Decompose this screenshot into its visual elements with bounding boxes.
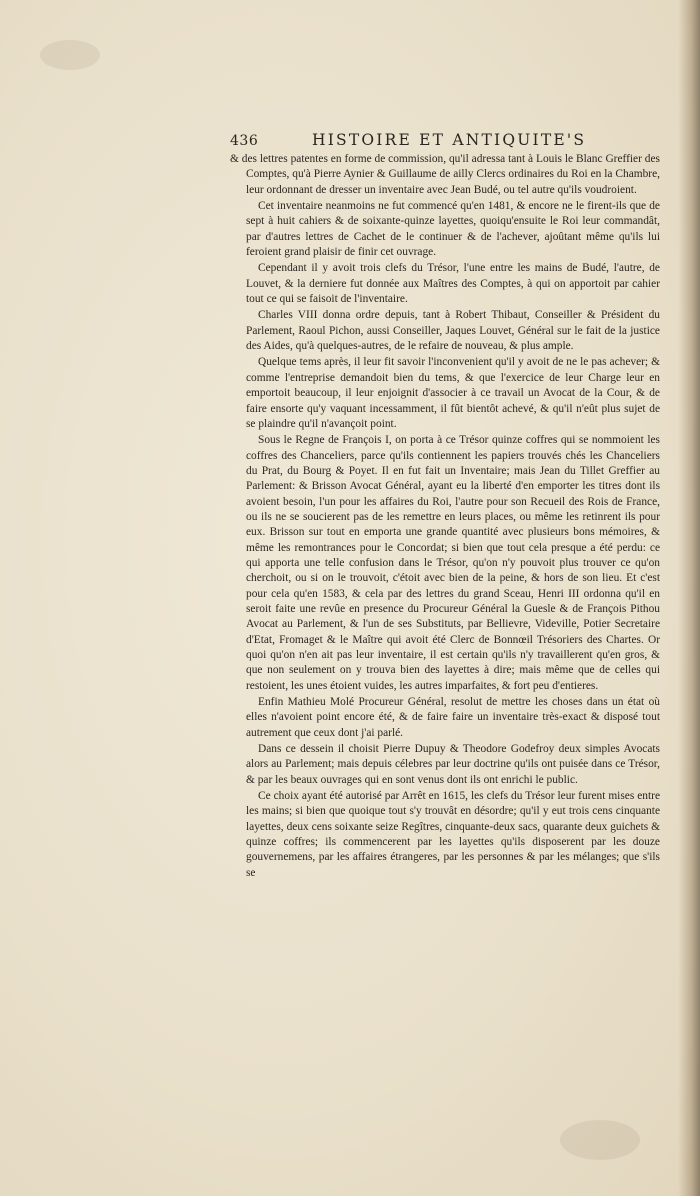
paragraph: & des lettres patentes en forme de commission, qu'il adressa tant à Louis le Blanc Greffier des Comptes, qu'à Pierre Aynier & Guillaume de ailly Clercs ordinaires du Roi en la Chambre, leur ordonnant de dresser un inventaire avec Jean Budé, ou tel autre qu'ils voudroient. [230,153,660,196]
page-gutter-shadow [678,0,700,1196]
running-head: HISTOIRE ET ANTIQUITE'S [312,131,587,149]
page-number: 436 [230,133,259,149]
body-text [230,152,660,882]
paragraph: Cet inventaire neanmoins ne fut commencé qu'en 1481, & encore ne le firent-ils que de sept à huit cahiers & de soixante-quinze layettes, quoiqu'ensuite le Roi leur commandât, par d'autres lettres de Cachet de le continuer & de l'achever, ajoûtant même qu'ils lui feroient grand plaisir de finir cet ouvrage. [246,200,660,259]
paragraph: Sous le Regne de François I, on porta à ce Trésor quinze coffres qui se nommoient les coffres des Chanceliers, parce qu'ils contiennent les papiers trouvés chés les Chanceliers du Prat, du Bourg & Poyet. Il en fut fait un Inventaire; mais Jean du Tillet Greffier au Parlement: & Brisson Avocat Général, ayant eu la liberté d'en emporter les titres dont ils avoient besoin, l'un pour les affaires du Roi, l'autre pour son Recueil des Rois de France, ou ils ne se soucierent pas de les remettre en leurs places, ou même les retinrent ils pour eux. Brisson sur tout en emporta une grande quantité avec plusieurs bons mémoires, & même les remontrances pour le Concordat; si bien que tout cela presque a été perdu: ce qui apporta une telle confusion dans le Trésor, qu'on n'y pouvoit plus trouver ce qu'on cherchoit, ou si on le trouvoit, c'étoit avec bien de la peine, & hors de son lieu. Et c'est pour cela qu'en 1583, & cela par des lettres du grand Sceau, Henri III ordonna qu'il en seroit faite une revûe en presence du Procureur Général la Guesle & de François Pithou Avocat au Parlement, & l'un de ses Substituts, par Bellievre, Videville, Potier Secretaire d'Etat, Fromaget & le Maître qui avoit été Clerc de Bonnœil Trésoriers des Chartes. Or quoi qu'on n'en ait pas leur inventaire, il est certain qu'ils n'y travaillerent qu'en gros, & que non seulement on y trouva bien des layettes à dire; mais même que de celles qui restoient, les unes étoient vuides, les autres imparfaites, & fort peu d'entieres. [246,434,660,692]
paragraph: Charles VIII donna ordre depuis, tant à Robert Thibaut, Conseiller & Président du Parlement, Raoul Pichon, aussi Conseiller, Jaques Louvet, Général sur le fait de la justice des Aides, qu'à quelques-autres, de le refaire de nouveau, & plus ample. [246,309,660,353]
paragraph: Dans ce dessein il choisit Pierre Dupuy & Theodore Godefroy deux simples Avocats alors au Parlement; mais depuis célebres par leur doctrine qu'ils ont puisée dans ce Trésor, & par les beaux ouvrages qui en sont venus dont ils ont enrichi le public. [246,743,660,786]
paper-stain [40,40,100,70]
page-header [230,131,660,153]
paragraph: Enfin Mathieu Molé Procureur Général, resolut de mettre les choses dans un état où elles n'avoient point encore été, & de faire faire un inventaire très-exact & disposé tout autrement que ceux dont j'ai parlé. [246,696,660,739]
paragraph: Ce choix ayant été autorisé par Arrêt en 1615, les clefs du Trésor leur furent mises entre les mains; si bien que quoique tout s'y trouvât en désordre; qu'il y eut trois cens cinquante layettes, deux cens soixante seize Regîtres, cinquante-deux sacs, quarante deux guichets & quinze coffres; ils commencerent par les layettes qu'ils disposerent par les douze gouvernemens, par les affaires étrangeres, par les personnes & par les mélanges; que s'ils se [246,790,660,879]
paragraph: Cependant il y avoit trois clefs du Trésor, l'une entre les mains de Budé, l'autre, de Louvet, & la derniere fut donnée aux Maîtres des Comptes, à qui on apportoit par cahier tout ce qui se faisoit de l'inventaire. [246,262,660,306]
paper-stain [560,1120,640,1160]
paragraph: Quelque tems après, il leur fit savoir l'inconvenient qu'il y avoit de ne le pas achever; & comme l'entreprise demandoit bien du tems, & que l'exercice de leur Charge leur en emportoit beaucoup, il leur enjoignit d'associer à ce travail un Avocat de la Cour, & de faire ensorte qu'y vaquant incessamment, il fût bientôt achevé, & qu'il n'eût plus sujet de se plaindre qu'il n'avançoit point. [246,356,660,430]
